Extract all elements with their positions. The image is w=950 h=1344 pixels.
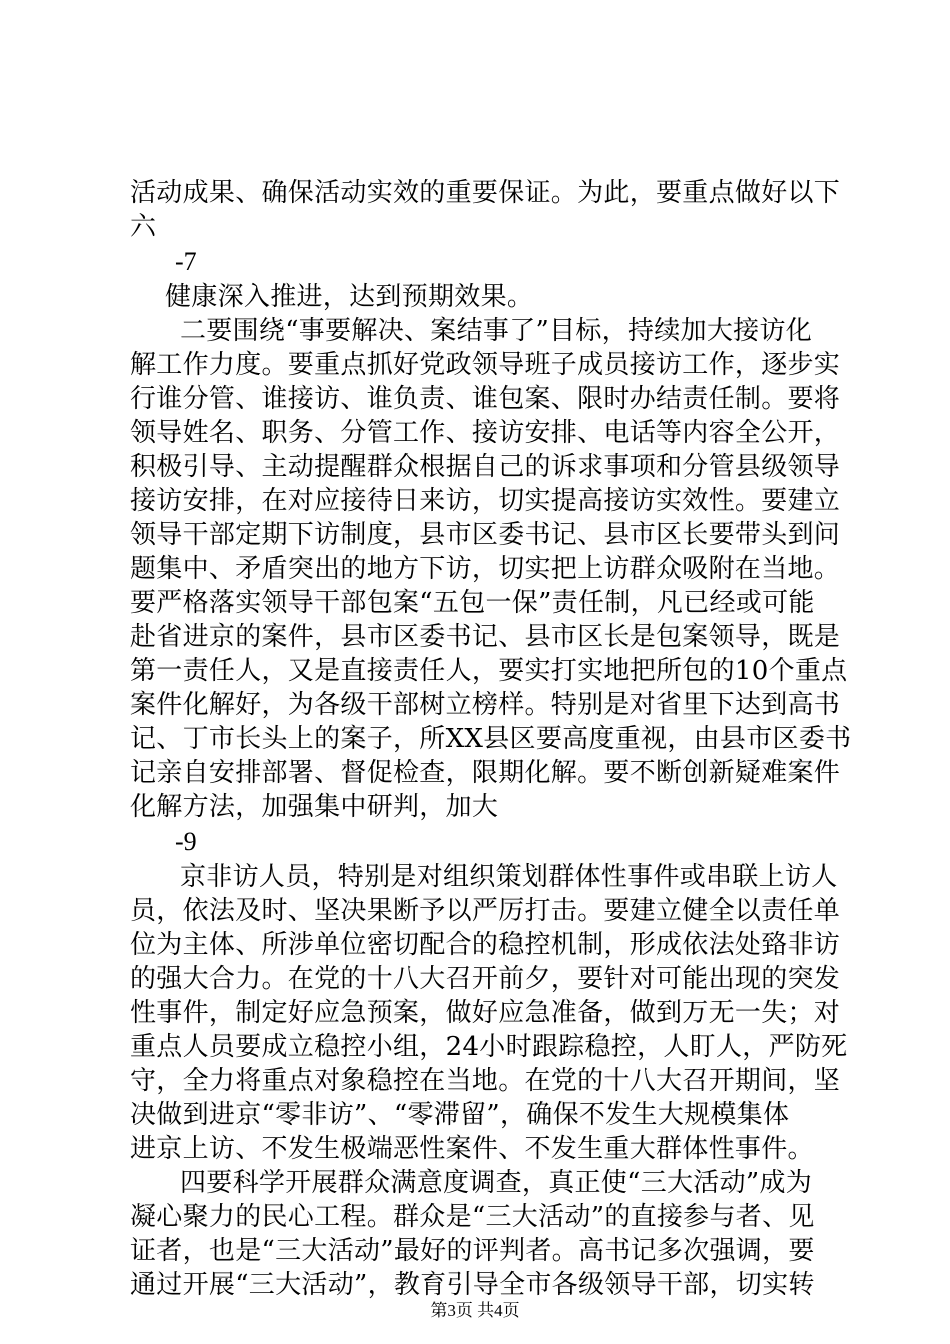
text-line: 行谁分管、谁接访、谁负责、谁包案、限时办结责任制。要将 [130,384,841,414]
paragraph-start-line: 四要科学开展群众满意度调查，真正使“三大活动”成为 [180,1168,813,1198]
text-line: 员，依法及时、坚决果断予以严厉打击。要建立健全以责任单 [130,896,841,926]
page-footer: 第3页 共4页 [430,1301,520,1320]
text-line: 性事件，制定好应急预案，做好应急准备，做到万无一失；对 [130,998,841,1028]
page-marker: -7 [175,247,197,276]
page-marker: -9 [175,827,197,856]
text-line: 领导姓名、职务、分管工作、接访安排、电话等内容全公开， [130,418,841,448]
text-line: 守，全力将重点对象稳控在当地。在党的十八大召开期间，坚 [130,1066,841,1096]
text-line: 接访安排，在对应接待日来访，切实提高接访实效性。要建立 [130,486,841,516]
text-line: 的强大合力。在党的十八大召开前夕，要针对可能出现的突发 [130,964,841,994]
text-line: 记亲自安排部署、督促检查，限期化解。要不断创新疑难案件 [130,758,841,788]
text-line: 题集中、矛盾突出的地方下访，切实把上访群众吸附在当地。 [130,554,841,584]
text-line: 重点人员要成立稳控小组，24小时跟踪稳控，人盯人，严防死 [130,1032,848,1062]
text-line: 积极引导、主动提醒群众根据自己的诉求事项和分管县级领导 [130,452,841,482]
paragraph-start-line: 京非访人员，特别是对组织策划群体性事件或串联上访人 [180,862,838,892]
paragraph-start-line: 二要围绕“事要解决、案结事了”目标，持续加大接访化 [180,316,813,346]
text-line: 案件化解好，为各级干部树立榜样。特别是对省里下达到高书 [130,690,841,720]
text-line: 记、丁市长头上的案子，所XX县区要高度重视，由县市区委书 [130,724,852,754]
text-line: 六 [130,212,157,242]
text-line: 赴省进京的案件，县市区委书记、县市区长是包案领导，既是 [130,622,841,652]
text-line: 化解方法，加强集中研判，加大 [130,792,499,822]
text-line: 健康深入推进，达到预期效果。 [165,282,534,312]
text-line: 通过开展“三大活动”，教育引导全市各级领导干部，切实转 [130,1270,815,1300]
text-line: 活动成果、确保活动实效的重要保证。为此，要重点做好以下 [130,178,841,208]
text-line: 领导干部定期下访制度，县市区委书记、县市区长要带头到问 [130,520,841,550]
text-line: 证者，也是“三大活动”最好的评判者。高书记多次强调，要 [130,1236,815,1266]
text-line: 凝心聚力的民心工程。群众是“三大活动”的直接参与者、见 [130,1202,815,1232]
text-line: 要严格落实领导干部包案“五包一保”责任制，凡已经或可能 [130,588,815,618]
text-line: 解工作力度。要重点抓好党政领导班子成员接访工作，逐步实 [130,350,841,380]
text-line: 进京上访、不发生极端恶性案件、不发生重大群体性事件。 [130,1134,814,1164]
text-line: 第一责任人，又是直接责任人，要实打实地把所包的10个重点 [130,656,848,686]
text-line: 决做到进京“零非访”、“零滞留”，确保不发生大规模集体 [130,1100,790,1130]
text-line: 位为主体、所涉单位密切配合的稳控机制，形成依法处臵非访 [130,930,841,960]
